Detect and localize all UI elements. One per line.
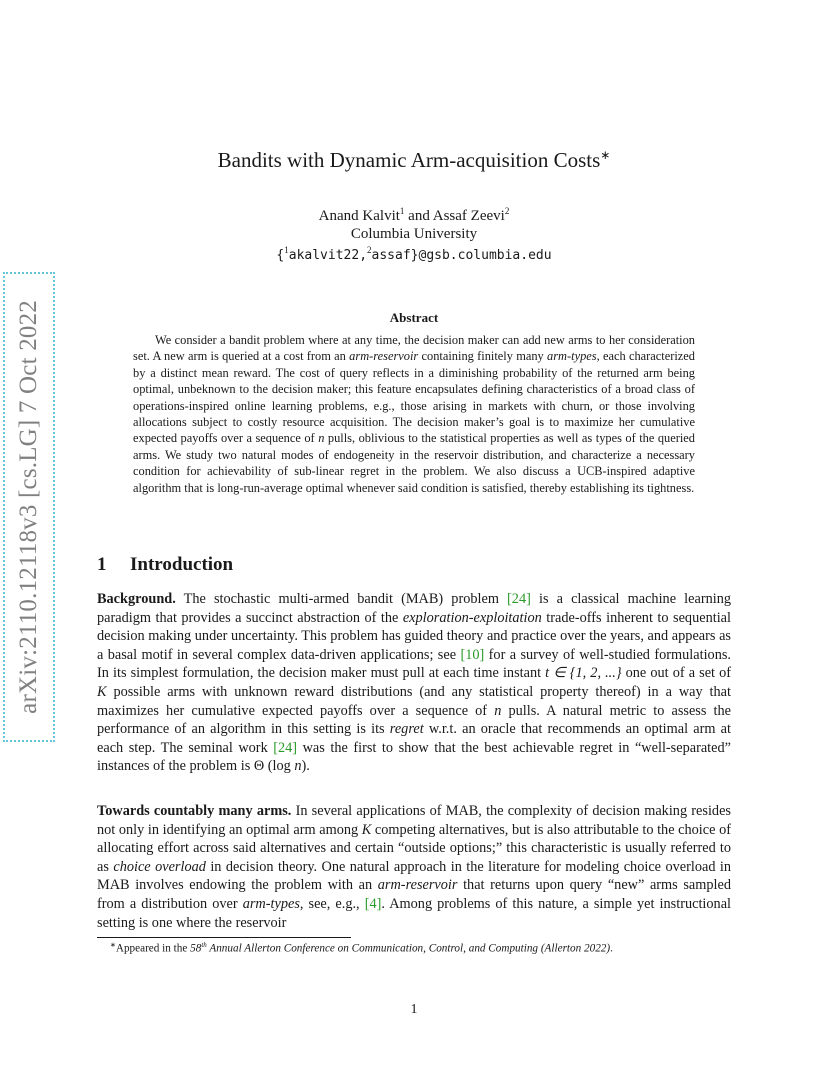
body-text: possible arms with unknown reward distributions (and any statistical property thereof) in a way that maximizes her cumulative expected payoffs over a sequence of: [97, 683, 731, 719]
author-affil-mark: 2: [504, 206, 510, 216]
abstract-text: , each characterized by a distinct mean reward. The cost of query reflects in a diminishing probability of the returned arm being optimal, unbeknown to the decision maker; this feature encapsulates defining characteristics of a broad class of operations-inspired online learning problems, e.g., those arising in markets with churn, or those involving allocations subject to costly resource acquisition. The decision maker’s goal is to maximize her cumulative expected payoffs over a sequence of: [133, 349, 695, 446]
section-title: Introduction: [130, 554, 234, 575]
email-affil-mark: 1: [284, 245, 289, 255]
abstract-body: [133, 332, 695, 496]
citation-link[interactable]: [24]: [507, 591, 531, 607]
body-text: w.r.t. an oracle that recommends an optimal arm at each step. The seminal work: [97, 721, 731, 756]
emphasis-text: regret: [389, 721, 424, 738]
body-text: for a survey of well-studied formulations. In its simplest formulation, the decision maker must pull at each time instant: [97, 646, 731, 682]
emphasis-text: choice overload: [113, 858, 206, 875]
section-number: 1: [97, 554, 107, 575]
emphasis-text: exploration-exploitation: [402, 609, 542, 626]
citation-link[interactable]: [4]: [364, 895, 382, 912]
paragraph-heading: Towards countably many arms.: [97, 803, 292, 819]
math-expression: t ∈ {1, 2, ...}: [545, 665, 622, 682]
math-variable: n: [294, 758, 302, 775]
title-footnote-mark: ∗: [600, 148, 611, 162]
towards-paragraph: [97, 802, 731, 932]
body-text: , see, e.g.,: [299, 895, 365, 912]
body-text: competing alternatives, but is also attributable to the choice of allocating effort across said alternatives and certain “outside options;” this characteristic is usually referred to as: [97, 821, 731, 875]
abstract-text: containing finitely many: [418, 349, 548, 364]
abstract-emphasis: arm-types: [547, 349, 597, 364]
abstract-text: We consider a bandit problem where at any time, the decision maker can add new arms to her consideration set. A new arm is queried at a cost from an: [133, 333, 695, 364]
author-affiliation: Columbia University: [350, 226, 478, 242]
citation-link[interactable]: [24]: [273, 739, 298, 756]
author-email[interactable]: [0, 245, 828, 264]
arxiv-stamp: [3, 272, 55, 742]
body-text: one out of a set of: [621, 665, 732, 682]
background-paragraph: [97, 590, 731, 776]
body-text: ).: [301, 758, 310, 775]
body-text: . Among problems of this nature, a simple yet instructional setting is one where the reservoir: [97, 895, 732, 931]
footnote-emphasis: 58: [190, 942, 202, 955]
body-text: in decision theory. One natural approach in the literature for modeling choice overload in MAB involves endowing the problem with an: [97, 858, 732, 894]
abstract-emphasis: arm-reservoir: [349, 349, 419, 364]
paragraph-heading: Background.: [97, 591, 176, 607]
email-domain: }@gsb.columbia.edu: [410, 248, 552, 263]
page-number: 1: [410, 1002, 418, 1017]
body-text: pulls. A natural metric to assess the performance of an algorithm in this setting is its: [97, 702, 731, 738]
emphasis-text: arm-types: [242, 895, 300, 912]
section-heading: [97, 554, 233, 576]
math-variable: K: [97, 683, 107, 700]
footnote-emphasis: Annual Allerton Conference on Communication, Control, and Computing (Allerton 2022): [206, 942, 611, 955]
email-affil-mark: 2: [367, 245, 372, 255]
body-text: trade-offs inherent to sequential decision making under uncertainty. This problem has guided theory and practice over the years, and appears as a basal motif in several complex data-driven applications; see: [97, 609, 731, 663]
emphasis-text: arm-reservoir: [377, 877, 458, 894]
footnote: [110, 941, 613, 955]
body-text: that returns upon query “new” arms sampled from a distribution over: [97, 877, 732, 912]
author-conjunction: and: [404, 208, 433, 224]
email-user: akalvit22,: [288, 248, 368, 263]
author-affil-mark: 1: [399, 206, 405, 216]
body-text: is a classical machine learning paradigm that provides a succinct abstraction of the: [97, 591, 731, 626]
footnote-text: Appeared in the: [115, 942, 191, 955]
body-text: The stochastic multi-armed bandit (MAB) problem: [175, 591, 508, 607]
footnote-superscript: th: [201, 941, 207, 949]
footnote-rule: [97, 937, 351, 938]
citation-link[interactable]: [10]: [460, 646, 485, 663]
paper-title: [0, 148, 828, 173]
title-text: Bandits with Dynamic Arm-acquisition Costs: [217, 148, 601, 172]
author-name: Assaf Zeevi: [432, 208, 505, 224]
math-variable: K: [361, 821, 372, 838]
abstract-text: pulls, oblivious to the statistical properties as well as types of the queried arms. We study two natural modes of endogeneity in the reservoir distribution, and characterize a necessary condition for achievability of sub-linear regret in the problem. We also discuss a UCB-inspired adaptive algorithm that is long-run-average optimal whenever said condition is satisfied, thereby establishing its tightness.: [133, 431, 696, 495]
footnote-text: .: [610, 942, 613, 955]
email-brace: {: [276, 248, 285, 263]
math-variable: n: [318, 431, 325, 446]
abstract-heading: Abstract: [389, 310, 439, 325]
footnote-mark: ∗: [110, 941, 116, 949]
math-variable: n: [494, 702, 502, 719]
author-name: Anand Kalvit: [318, 208, 400, 224]
email-user: assaf: [371, 248, 411, 263]
arxiv-identifier: arXiv:2110.12118v3 [cs.LG] 7 Oct 2022: [15, 300, 42, 714]
body-text: was the first to show that the best achievable regret in “well-separated” instances of the problem is Θ (log: [97, 739, 731, 775]
body-text: In several applications of MAB, the complexity of decision making resides not only in identifying an optimal arm among: [97, 803, 731, 838]
author-line: [0, 206, 828, 225]
